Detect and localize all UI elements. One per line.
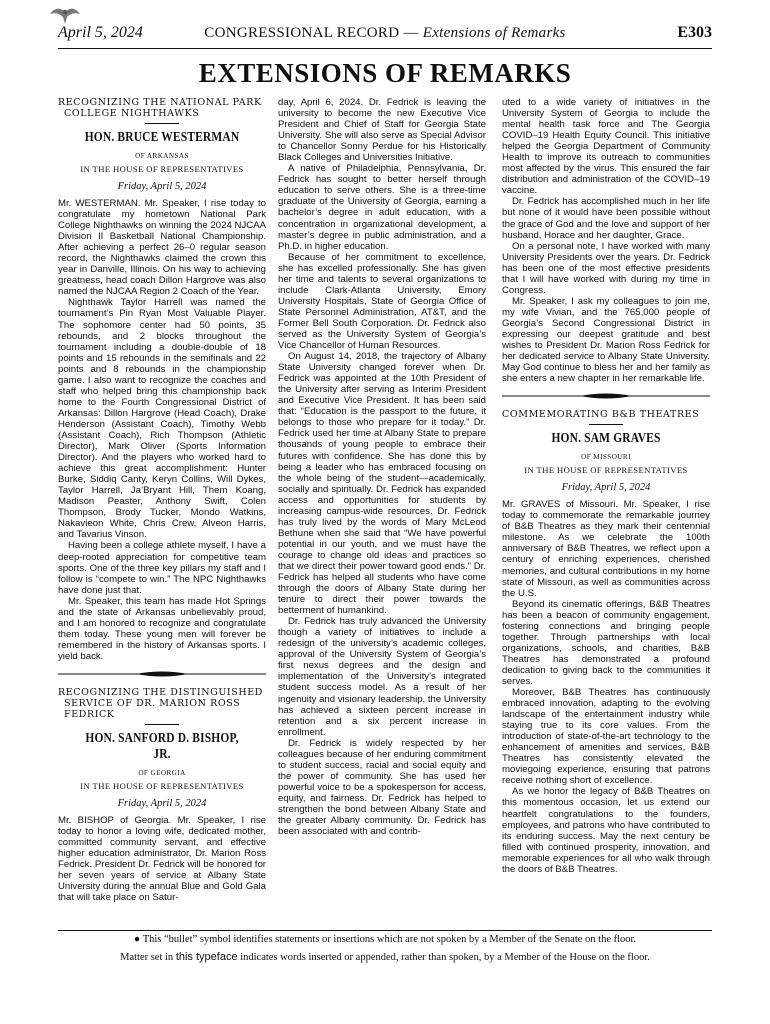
column-3 <box>502 97 710 925</box>
member-name: HON. BRUCE WESTERMAN <box>84 130 240 145</box>
page-number: E303 <box>677 24 712 41</box>
paragraph: Mr. BISHOP of Georgia. Mr. Speaker, I rise today to honor a loving wife, dedicated mother, committed community servant, and effective higher education administrator, Dr. Marion Ross Fedrick. President Dr. Fedrick will be honored for her seven years of service at Albany State University during the annual Blue and Gold Gala that will take place on Satur- <box>58 814 266 904</box>
paragraph: Dr. Fedrick has accomplished much in her life but none of it would have been possible without the grace of God and the love and support of her husband, Horace and her daughter, Grace. <box>502 196 710 241</box>
paragraph: Dr. Fedrick is widely respected by her colleagues because of her enduring commitment to student success, racial and social equity and the power of community. She has used her powerful voice to be a spokesperson for access, equity, and fairness. Dr. Fedrick has helped to strengthen the bond between Albany State and the greater Albany community. Dr. Fedrick has been associated with and contrib- <box>278 737 486 838</box>
bullet-icon: ● <box>133 934 141 945</box>
paragraph: On August 14, 2018, the trajectory of Albany State University changed forever when Dr. Fedrick was appointed at the 10th President of the University after serving as Interim President and Executive Vice President. It has been said that: “Education is the passport to the future, it belongs to those who prepare for it today.” Dr. Fedrick used her time at Albany State to prepare thousands of young people to embrace their futures with confidence. She has done this by being a leader who has embraced focusing on the whole being of the student—academically, socially and spiritually. Dr. Fedrick has expanded access and opportunities for students by increasing campus-wide resources. Dr. Fedrick has truly lived by the words of Mary McLeod Bethune when she said that “We have powerful potential in our youth, and we must have the courage to change old ideas and practices so that we direct their power toward good ends.” Dr. Fedrick has helped all students who have come through the doors of Albany State during her tenure to direct their power towards the betterment of humankind. <box>278 351 486 617</box>
short-rule <box>589 424 623 425</box>
chamber-line: IN THE HOUSE OF REPRESENTATIVES <box>80 780 244 791</box>
header-rule <box>58 48 712 49</box>
column-2 <box>278 97 486 925</box>
paragraph: Nighthawk Taylor Harrell was named the tournament’s Pin Ryan Most Valuable Player. The sophomore center had 50 points, 35 rebounds, and 2 blocks throughout the tournament including a double-double of 18 points and 15 rebounds in the semifinals and 22 points and 8 rebounds in the championship game. I also want to recognize the coaches and staff who helped bring this championship back home to the Fourth Congressional District of Arkansas: Dillon Hargrove (Head Coach), Drake Henderson (Assistant Coach), Timothy Webb (Assistant Coach), Rich Thompson (Athletic Director), Mark Oliver (Sports Information Director). And the players who worked hard to achieve this great accomplishment: Hunter Burke, Siddiq Canty, Keryn Collins, Will Dykes, Taylor Harrell, Ja’Bryant Hill, Them Koang, Madison Peaster, Anthony Swift, Colen Thompson, Brody Tucker, Mondo Watkins, Nakavieon White, Chris Crew, Alveon Harris, and Tavarius Vinson. <box>58 297 266 541</box>
header-dash: — <box>399 25 423 41</box>
article-date: Friday, April 5, 2024 <box>117 181 207 192</box>
paragraph: Mr. GRAVES of Missouri. Mr. Speaker, I rise today to commemorate the remarkable journey of B&B Theatres as they mark their centennial milestone. As we celebrate the 100th anniversary of B&B Theatres, we reflect upon a century of enriching experiences, cherished memories, and cultural contributions in my home state of Missouri, as well as communities across the U.S. <box>502 499 710 599</box>
article-heading: RECOGNIZING THE DISTINGUISHED SERVICE OF DR. MARION ROSS FEDRICK <box>58 686 264 720</box>
footer-typeface-note <box>0 951 770 963</box>
running-header <box>58 24 712 46</box>
section-separator-icon <box>58 668 266 680</box>
article-heading: RECOGNIZING THE NATIONAL PARK COLLEGE NIGHTHAWKS <box>58 97 262 119</box>
paragraph: A native of Philadelphia, Pennsylvania, Dr. Fedrick has sought to better herself through education to serve others. She is a three-time graduate of the University of Georgia, earning a bachelor’s degree in adult education, with a concentration in organizational development, a master’s degree in public administration, and a Ph.D. in higher education. <box>278 163 486 252</box>
header-title <box>58 25 712 42</box>
footer-rule <box>58 930 712 931</box>
short-rule <box>145 724 179 725</box>
paragraph: Mr. Speaker, this team has made Hot Springs and the state of Arkansas unbelievably proud, and I am honored to recognize and congratulate them today. These young men will forever be remembered in the history of Arkansas sports. I yield back. <box>58 595 266 662</box>
paragraph: Mr. WESTERMAN. Mr. Speaker, I rise today to congratulate my hometown National Park College Nighthawks on winning the 2024 NJCAA Division II Basketball National Championship. After achieving a perfect 26–0 regular season record, the Nighthawks claimed the crown this year in Danville, Illinois. On his way to achieving greatness, head coach Dillon Hargrove was also named the NJCAA Region 2 Coach of the Year. <box>58 198 266 298</box>
article-date: Friday, April 5, 2024 <box>561 482 651 494</box>
paragraph: Dr. Fedrick has truly advanced the University though a variety of initiatives to include a redesign of the university’s academic colleges, approval of the University System of Georgia’s first nexus degrees and the design and implementation of the University’s integrated student success model. As a result of her ingenuity and visionary leadership, the University has achieved a sixteen percent increase in retention and a six percent increase in enrollment. <box>278 616 486 738</box>
article-heading: COMMEMORATING B&B THEATRES <box>502 409 700 421</box>
paragraph: day, April 6, 2024. Dr. Fedrick is leaving the university to become the new Executive Vice President and Chief of Staff for Georgia State University. She will also serve as Special Advisor to Chancellor Sonny Perdue for his Historically Black Colleges and Universities Initiative. <box>278 97 486 164</box>
member-state: OF MISSOURI <box>581 453 631 462</box>
paragraph: As we honor the legacy of B&B Theatres on this momentous occasion, let us extend our heartfelt congratulations to the founders, employees, and patrons who have contributed to its enduring success. May the next century be filled with continued prosperity, innovation, and memorable experiences for all who walk through the doors of B&B Theatres. <box>502 786 710 875</box>
page-title: EXTENSIONS OF REMARKS <box>198 58 572 88</box>
paragraph: Mr. Speaker, I ask my colleagues to join me, my wife Vivian, and the 765,000 people of Georgia’s Second Congressional District in expressing our deepest gratitude and best wishes to President Dr. Marion Ross Fedrick for her dedicated service to Albany State University. May God continue to bless her and her family as she enters a new chapter in her remarkable life. <box>502 295 710 385</box>
member-state: OF GEORGIA <box>138 768 186 777</box>
eagle-seal-icon <box>48 4 82 26</box>
paragraph: Moreover, B&B Theatres has continuously embraced innovation, adapting to the evolving landscape of the entertainment industry while staying true to its core values. From the introduction of state-of-the-art technology to the enhancement of amenities and services, B&B Theatres has consistently elevated the moviegoing experience, ensuring that patrons receive nothing short of excellence. <box>502 687 710 787</box>
header-date: April 5, 2024 <box>58 24 143 41</box>
typeface-sample: this typeface <box>175 951 238 963</box>
member-name: HON. SANFORD D. BISHOP, JR. <box>85 730 239 762</box>
paragraph: Beyond its cinematic offerings, B&B Theatres has been a beacon of community engagement, fostering connections and bringing people together. Through partnerships with local organizations, schools, and charities, B&B Theatres has demonstrated a profound dedication to giving back to the communities it serves. <box>502 598 710 687</box>
bullet-note: This “bullet” symbol identifies statements or insertions which are not spoken by a Member of the Senate on the floor. <box>142 934 637 945</box>
article-date: Friday, April 5, 2024 <box>117 797 207 809</box>
section-separator-icon <box>502 390 710 402</box>
chamber-line: IN THE HOUSE OF REPRESENTATIVES <box>524 465 688 476</box>
paragraph: On a personal note, I have worked with many University Presidents over the years. Dr. Fedrick has been one of the most effective presidents that I will have worked with during my time in Congress. <box>502 240 710 296</box>
short-rule <box>145 123 179 124</box>
paragraph: Because of her commitment to excellence, she has excelled professionally. She has given her time and talents to several organizations to include Clark-Atlanta University, Emory University Hospitals, State of Georgia Office of State Personnel Administration, AT&T, and the Former Bell South Corporation. Dr. Fedrick also served as the University System of Georgia’s Vice Chancellor of Human Resources. <box>278 251 486 352</box>
paragraph: uted to a wide variety of initiatives in the University System of Georgia to include the mental health task force and The Georgia COVID–19 Health Equity Council. This initiative helped the Georgia Department of Community Health to improve its outreach to communities most affected by the virus. This ensured the fair distribution and administration of the COVID–19 vaccine. <box>502 97 710 197</box>
matter-post: indicates words inserted or appended, rather than spoken, by a Member of the House on the floor. <box>237 952 650 963</box>
footer-note <box>0 934 770 945</box>
section-name: Extensions of Remarks <box>422 25 566 41</box>
paragraph: Having been a college athlete myself, I have a deep-rooted appreciation for competitive team sports. One of the three key pillars my staff and I follow is “compete to win.” The NPC Nighthawks have done just that. <box>58 540 266 596</box>
text-columns <box>58 97 714 925</box>
publication-name: CONGRESSIONAL RECORD <box>204 25 400 41</box>
chamber-line: IN THE HOUSE OF REPRESENTATIVES <box>80 164 244 174</box>
matter-pre: Matter set in <box>120 952 176 963</box>
member-state: OF ARKANSAS <box>135 152 189 160</box>
member-name: HON. SAM GRAVES <box>551 431 661 447</box>
column-1 <box>58 97 266 925</box>
